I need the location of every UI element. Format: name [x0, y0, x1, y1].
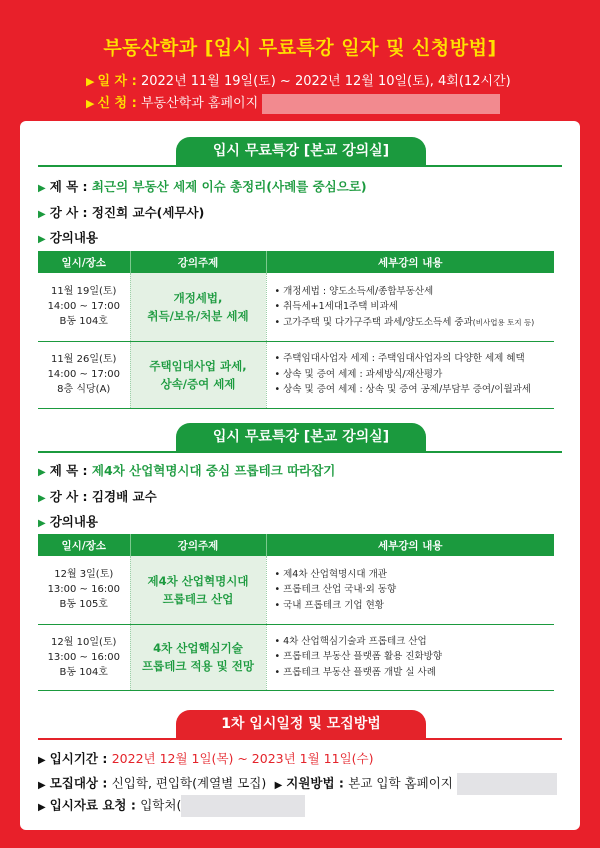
header-details: 세부강의 내용 — [266, 534, 554, 556]
redacted-url — [457, 773, 557, 795]
triangle-bullet-icon: ▶ — [38, 183, 46, 194]
exam-period: ▶ 입시기간 : 2022년 12월 1일(목) ~ 2023년 1월 11일(수) — [38, 751, 374, 766]
recruit-target-value: 신입학, 편입학(계열별 모집) — [111, 775, 267, 791]
row-date: 11월 19일(토) 14:00 ~ 17:00 B동 104호 — [38, 273, 130, 341]
section2-content-label: ▶ 강의내용 — [38, 514, 99, 529]
section2-pill: 입시 무료특강 [본교 강의실] — [176, 423, 426, 451]
section1-content-label: ▶ 강의내용 — [38, 230, 99, 245]
apply-method-value: 본교 입학 홈페이지 — [348, 775, 453, 791]
material-request: ▶ 입시자료 요청 : 입학처( — [38, 795, 305, 817]
date-value: 2022년 11월 19일(토) ~ 2022년 12월 10일(토), 4회(12시간) — [140, 74, 511, 89]
section2-subject: ▶ 제 목 : 제4차 산업혁명시대 중심 프롭테크 따라잡기 — [38, 463, 336, 478]
row-topic: 4차 산업핵심기술 프롭테크 적용 및 전망 — [130, 624, 266, 690]
header-topic: 강의주제 — [130, 534, 266, 556]
redacted-contact — [181, 795, 305, 817]
triangle-bullet-icon: ▶ — [38, 493, 46, 504]
triangle-bullet-icon: ▶ — [38, 518, 46, 529]
redacted-url — [262, 94, 500, 114]
material-request-value: 입학처( — [140, 797, 182, 813]
section2-teacher-value: 김경배 교수 — [91, 489, 157, 504]
row-details: • 제4차 산업혁명시대 개관 • 프롭테크 산업 국내·외 동향 • 국내 프롭테크 기업 현황 — [266, 556, 554, 624]
exam-period-value: 2022년 12월 1일(목) ~ 2023년 1월 11일(수) — [111, 751, 374, 766]
content-panel — [20, 121, 580, 830]
date-label: 일 자 : — [97, 74, 137, 89]
section2-teacher: ▶ 강 사 : 김경배 교수 — [38, 489, 157, 504]
divider — [38, 738, 562, 740]
table-header-row — [38, 251, 554, 273]
apply-label: 신 청 : — [97, 96, 137, 111]
section1-subject: ▶ 제 목 : 최근의 부동산 세제 이슈 총정리(사례를 중심으로) — [38, 179, 367, 194]
divider — [38, 165, 562, 167]
triangle-bullet-icon: ▶ — [274, 779, 283, 791]
triangle-bullet-icon: ▶ — [38, 755, 46, 766]
section1-table — [38, 251, 554, 409]
row-details: • 주택임대사업자 세제 : 주택임대사업자의 다양한 세제 혜택 • 상속 및 증여 세제 : 과세방식/재산평가 • 상속 및 증여 세제 : 상속 및 증여 공제/부담부 증여/이월과세 — [266, 341, 554, 408]
row-topic: 제4차 산업혁명시대 프롭테크 산업 — [130, 556, 266, 624]
header-date: 일시/장소 — [38, 251, 130, 273]
row-date: 12월 10일(토) 13:00 ~ 16:00 B동 104호 — [38, 624, 130, 690]
section3-pill: 1차 입시일정 및 모집방법 — [176, 710, 426, 738]
header-details: 세부강의 내용 — [266, 251, 554, 273]
table-row — [38, 273, 554, 341]
row-topic: 주택임대사업 과세, 상속/증여 세제 — [130, 341, 266, 408]
recruit-target: ▶ 모집대상 : 신입학, 편입학(계열별 모집) ▶ 지원방법 : 본교 입학 홈페이지 — [38, 773, 557, 795]
triangle-bullet-icon: ▶ — [38, 209, 46, 220]
section2-subject-value: 제4차 산업혁명시대 중심 프롭테크 따라잡기 — [91, 463, 336, 478]
row-topic: 개정세법, 취득/보유/처분 세제 — [130, 273, 266, 341]
divider — [38, 451, 562, 453]
row-date: 11월 26일(토) 14:00 ~ 17:00 8층 식당(A) — [38, 341, 130, 408]
row-details: • 4차 산업핵심기술과 프롭테크 산업 • 프롭테크 부동산 플랫폼 활용 진화방향 • 프롭테크 부동산 플랫폼 개발 실 사례 — [266, 624, 554, 690]
triangle-bullet-icon: ▶ — [86, 97, 95, 110]
date-line — [86, 70, 511, 89]
row-details: • 개정세법 : 양도소득세/종합부동산세 • 취득세+1세대1주택 비과세 • 고가주택 및 다가구주택 과세/양도소득세 중과(비사업용 토지 등) — [266, 273, 554, 341]
table-row — [38, 624, 554, 690]
triangle-bullet-icon: ▶ — [38, 467, 46, 478]
table-header-row — [38, 534, 554, 556]
triangle-bullet-icon: ▶ — [86, 75, 95, 88]
page-title: 부동산학과 [입시 무료특강 일자 및 신청방법] — [103, 37, 497, 59]
apply-line — [86, 92, 500, 114]
section2-table — [38, 534, 554, 691]
section1-subject-value: 최근의 부동산 세제 이슈 총정리(사례를 중심으로) — [91, 179, 367, 194]
section1-teacher: ▶ 강 사 : 정진희 교수(세무사) — [38, 205, 205, 220]
table-row — [38, 341, 554, 408]
triangle-bullet-icon: ▶ — [38, 801, 46, 813]
section1-teacher-value: 정진희 교수(세무사) — [91, 205, 205, 220]
apply-method-label: 지원방법 : — [286, 775, 344, 791]
apply-value: 부동산학과 홈페이지 — [140, 96, 259, 111]
header — [0, 0, 600, 120]
triangle-bullet-icon: ▶ — [38, 234, 46, 245]
header-topic: 강의주제 — [130, 251, 266, 273]
section1-pill: 입시 무료특강 [본교 강의실] — [176, 137, 426, 165]
table-row — [38, 556, 554, 624]
header-date: 일시/장소 — [38, 534, 130, 556]
row-date: 12월 3일(토) 13:00 ~ 16:00 B동 105호 — [38, 556, 130, 624]
triangle-bullet-icon: ▶ — [38, 779, 46, 791]
